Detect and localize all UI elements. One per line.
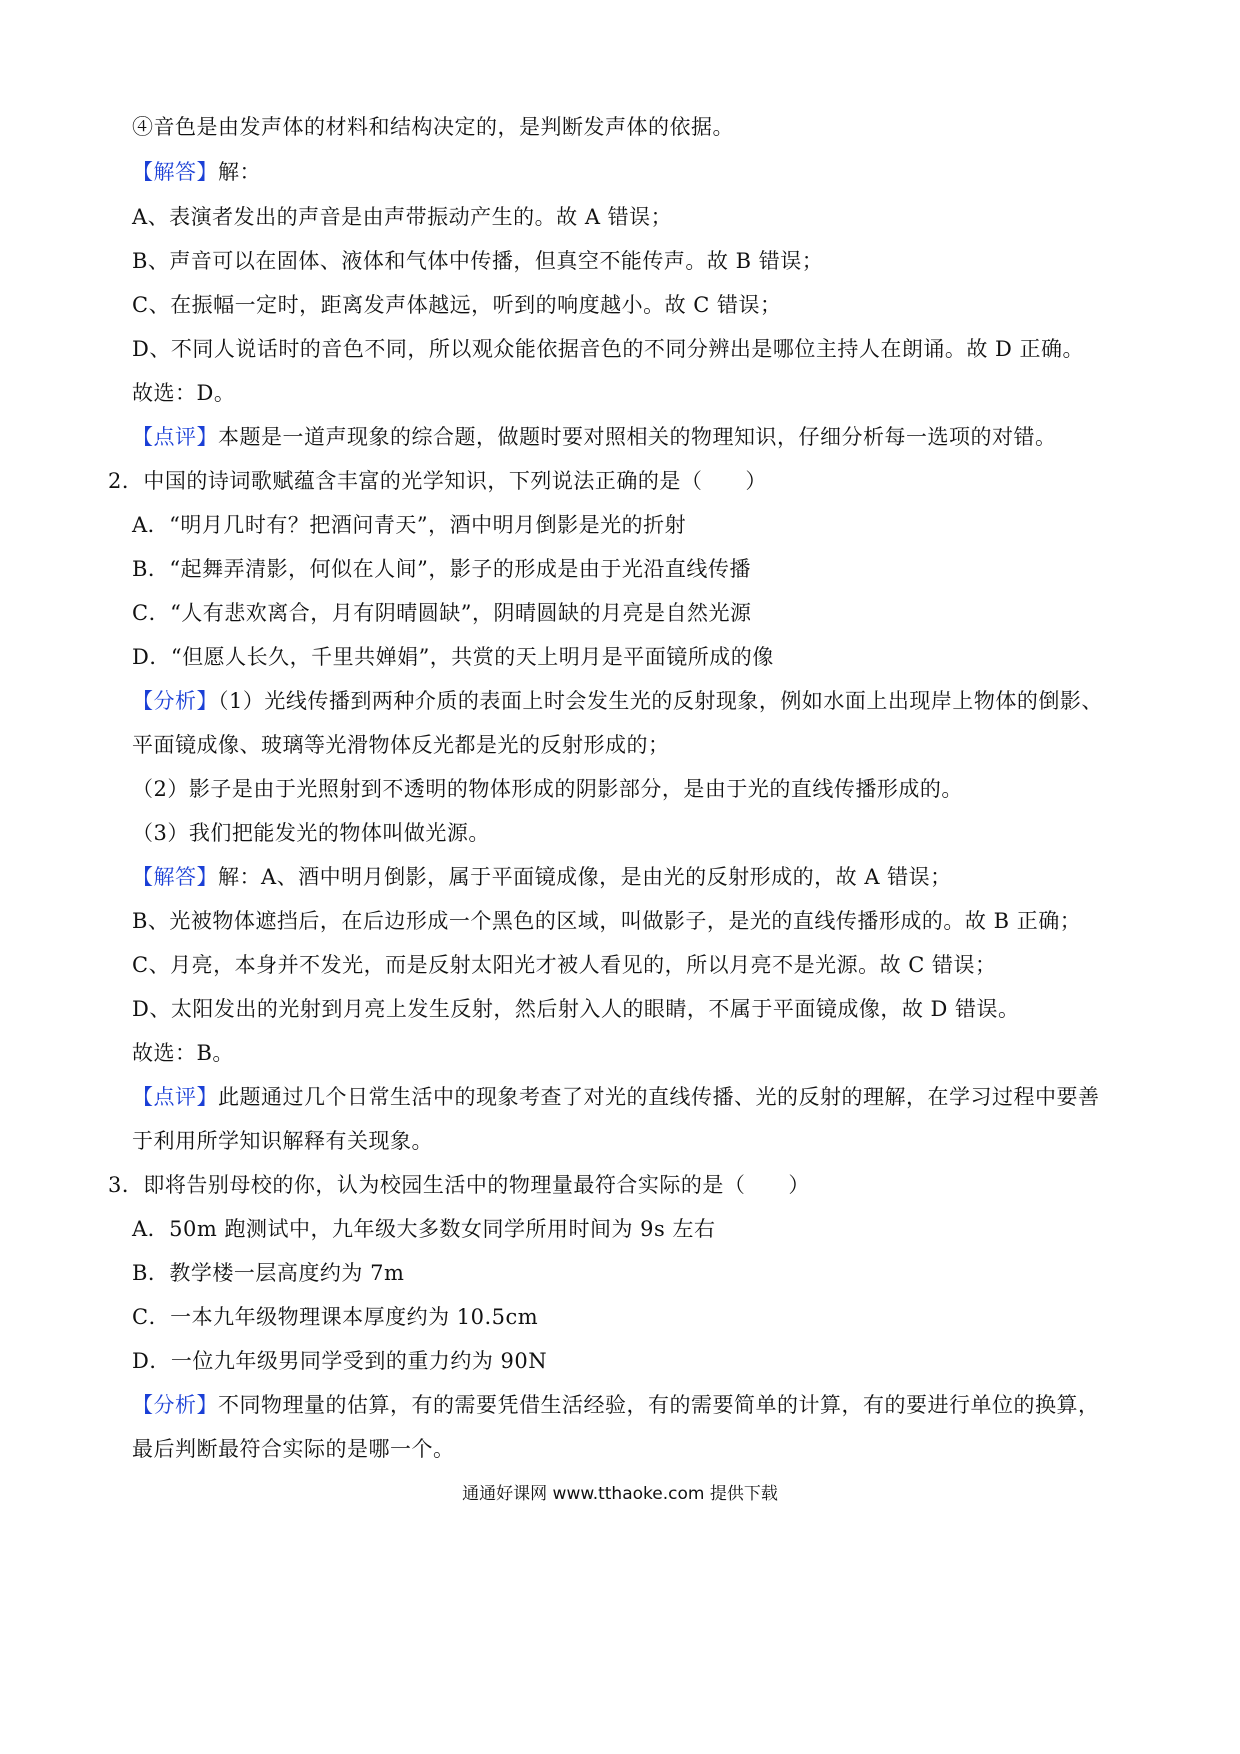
- q3-analysis: [132, 1390, 1100, 1420]
- q1-answer-b: B、声音可以在固体、液体和气体中传播，但真空不能传声。故 B 错误；: [132, 249, 824, 273]
- q3-option-d: D．一位九年级男同学受到的重力约为 90N: [132, 1349, 548, 1373]
- q1-answer-c: C、在振幅一定时，距离发声体越远，听到的响度越小。故 C 错误；: [132, 293, 782, 317]
- q1-answer-heading: [132, 157, 261, 187]
- page-footer: 通通好课网 www.tthaoke.com 提供下载: [462, 1484, 778, 1504]
- q1-note-4: ④音色是由发声体的材料和结构决定的，是判断发声体的依据。: [132, 115, 734, 139]
- q2-analysis-2: （2）影子是由于光照射到不透明的物体形成的阴影部分，是由于光的直线传播形成的。: [132, 777, 963, 801]
- q2-option-d: D．“但愿人长久，千里共婵娟”，共赏的天上明月是平面镜所成的像: [132, 645, 774, 669]
- q2-answer-a: [132, 862, 952, 892]
- answer-lead: 解：: [218, 160, 261, 184]
- q3-option-b: B．教学楼一层高度约为 7m: [132, 1261, 405, 1285]
- analysis-text: 不同物理量的估算，有的需要凭借生活经验，有的需要简单的计算，有的要进行单位的换算，: [218, 1393, 1100, 1417]
- q2-analysis-1-cont: 平面镜成像、玻璃等光滑物体反光都是光的反射形成的；: [132, 733, 670, 757]
- q2-option-b: B．“起舞弄清影，何似在人间”，影子的形成是由于光沿直线传播: [132, 557, 751, 581]
- q2-analysis-1: [132, 686, 1103, 716]
- answer-tag: 【解答】: [132, 160, 218, 184]
- q2-choice: 故选：B。: [132, 1041, 234, 1065]
- q3-option-a: A．50m 跑测试中，九年级大多数女同学所用时间为 9s 左右: [132, 1217, 716, 1241]
- q2-option-a: A．“明月几时有？把酒问青天”，酒中明月倒影是光的折射: [132, 513, 687, 537]
- comment-text: 此题通过几个日常生活中的现象考查了对光的直线传播、光的反射的理解，在学习过程中要善: [218, 1085, 1100, 1109]
- q1-comment: [132, 422, 1057, 452]
- q2-stem: 2．中国的诗词歌赋蕴含丰富的光学知识，下列说法正确的是（ ）: [108, 469, 767, 493]
- q2-analysis-3: （3）我们把能发光的物体叫做光源。: [132, 821, 490, 845]
- answer-text: 解：A、酒中明月倒影，属于平面镜成像，是由光的反射形成的，故 A 错误；: [218, 865, 952, 889]
- q2-comment: [132, 1082, 1100, 1112]
- comment-text: 本题是一道声现象的综合题，做题时要对照相关的物理知识，仔细分析每一选项的对错。: [218, 425, 1057, 449]
- q3-analysis-cont: 最后判断最符合实际的是哪一个。: [132, 1437, 455, 1461]
- q1-answer-d: D、不同人说话时的音色不同，所以观众能依据音色的不同分辨出是哪位主持人在朗诵。故 D 正确。: [132, 337, 1085, 361]
- comment-tag: 【点评】: [132, 1085, 218, 1109]
- q3-option-c: C．一本九年级物理课本厚度约为 10.5cm: [132, 1305, 539, 1329]
- q2-option-c: C．“人有悲欢离合，月有阴晴圆缺”，阴晴圆缺的月亮是自然光源: [132, 601, 752, 625]
- comment-tag: 【点评】: [132, 425, 218, 449]
- q1-answer-a: A、表演者发出的声音是由声带振动产生的。故 A 错误；: [132, 205, 673, 229]
- q3-stem: 3．即将告别母校的你，认为校园生活中的物理量最符合实际的是（ ）: [108, 1173, 810, 1197]
- q2-comment-cont: 于利用所学知识解释有关现象。: [132, 1129, 433, 1153]
- q2-answer-d: D、太阳发出的光射到月亮上发生反射，然后射入人的眼睛，不属于平面镜成像，故 D 错误。: [132, 997, 1020, 1021]
- q1-choice: 故选：D。: [132, 381, 236, 405]
- analysis-tag: 【分析】: [132, 689, 218, 713]
- analysis-text: （1）光线传播到两种介质的表面上时会发生光的反射现象，例如水面上出现岸上物体的倒影、: [218, 689, 1103, 713]
- q2-answer-b: B、光被物体遮挡后，在后边形成一个黑色的区域，叫做影子，是光的直线传播形成的。故 B 正确；: [132, 909, 1082, 933]
- answer-tag: 【解答】: [132, 865, 218, 889]
- q2-answer-c: C、月亮，本身并不发光，而是反射太阳光才被人看见的，所以月亮不是光源。故 C 错误；: [132, 953, 997, 977]
- analysis-tag: 【分析】: [132, 1393, 218, 1417]
